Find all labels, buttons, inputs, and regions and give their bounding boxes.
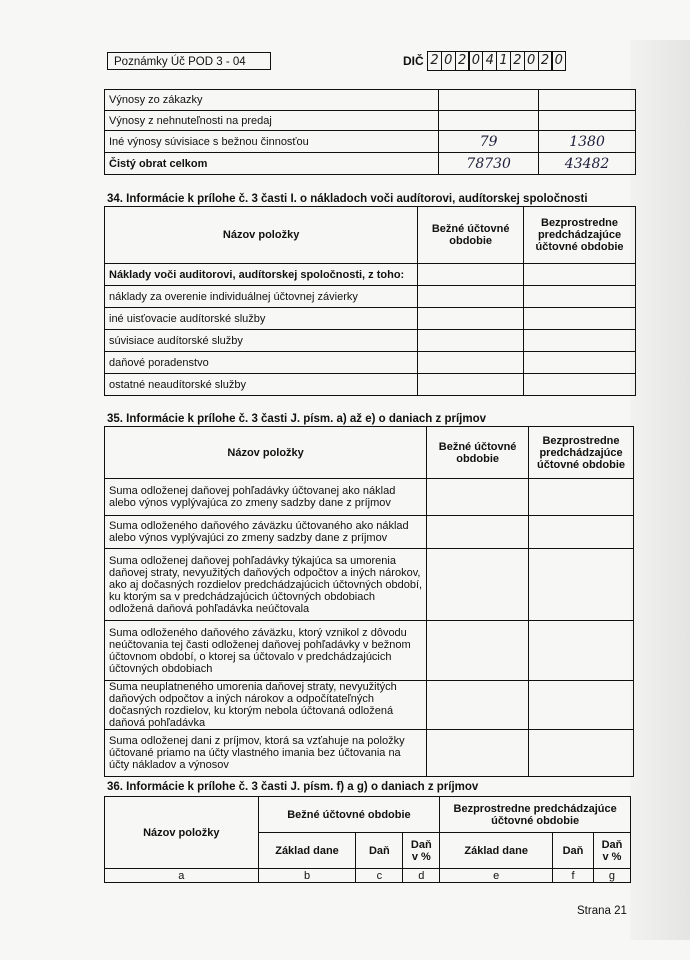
row-label: Iné výnosy súvisiace s bežnou činnosťou	[105, 131, 439, 153]
section34-table	[104, 206, 636, 396]
row-label: Výnosy zo zákazky	[105, 90, 439, 111]
dic-digit: 2	[538, 51, 553, 71]
row-label: daňové poradenstvo	[105, 352, 418, 374]
col-name-header: Názov položky	[105, 797, 259, 869]
tax-header: Daň	[553, 833, 594, 869]
row-label: Výnosy z nehnuteľnosti na predaj	[105, 111, 439, 131]
column-letter: f	[553, 869, 594, 883]
table-row	[105, 153, 636, 175]
current-value	[439, 111, 539, 131]
dic-digit: 0	[524, 51, 539, 71]
section35-title: 35. Informácie k prílohe č. 3 časti J. písm. a) až e) o daniach z príjmov	[107, 413, 486, 425]
col-previous-header: Bezprostredne predchádzajúce účtovné obdobie	[529, 427, 634, 479]
table-row	[105, 681, 634, 730]
column-letter: b	[258, 869, 356, 883]
dic-digit: 2	[510, 51, 525, 71]
table-row	[105, 549, 634, 621]
table-row	[105, 286, 636, 308]
column-letter: d	[403, 869, 440, 883]
row-label: ostatné neaudítorské služby	[105, 374, 418, 396]
dic-digit: 4	[482, 51, 497, 71]
column-letter: c	[356, 869, 403, 883]
dic-digit: 2	[427, 51, 442, 71]
letter-row	[105, 869, 631, 883]
table-row	[105, 374, 636, 396]
tax-header: Daň	[356, 833, 403, 869]
col-previous-header: Bezprostredne predchádzajúce účtovné obdobie	[524, 207, 636, 264]
next-page-edge	[630, 40, 690, 940]
row-label: súvisiace audítorské služby	[105, 330, 418, 352]
tax-base-header: Základ dane	[440, 833, 553, 869]
col-current-header: Bežné účtovné obdobie	[258, 797, 440, 833]
row-label: Suma odloženej dani z príjmov, ktorá sa vzťahuje na položky účtované priamo na účty vlastného imania bez účtovania na účty nákladov a výnosov	[105, 730, 427, 777]
dic-digit: 0	[468, 51, 483, 71]
header-row	[105, 207, 636, 264]
previous-value: 1380	[539, 131, 636, 153]
section34-title: 34. Informácie k prílohe č. 3 časti I. o nákladoch voči audítorovi, audítorskej spoločnosti	[107, 193, 588, 205]
dic-digits	[427, 51, 565, 71]
column-letter: e	[440, 869, 553, 883]
column-letter: a	[105, 869, 259, 883]
row-label: Suma odloženej daňovej pohľadávky týkajúca sa umorenia daňovej straty, nevyužitých daňových odpočtov a iných nárokov, ako aj dočasných rozdielov predchádzajúcich účtovných období, ku ktorým sa v predchádzajúcich účtovných obdobiach odložená daňová pohľadávka neúčtovala	[105, 549, 427, 621]
dic-digit: 1	[496, 51, 511, 71]
row-label: Suma neuplatneného umorenia daňovej straty, nevyužitých daňových odpočtov a iných nárokov a odpočítateľných dočasných rozdielov, ku ktorým nebola účtovaná odložená daňová pohľadávka	[105, 681, 427, 730]
table-row	[105, 111, 636, 131]
previous-value	[539, 90, 636, 111]
row-label: Náklady voči auditorovi, audítorskej spoločnosti, z toho:	[105, 264, 418, 286]
current-value	[439, 90, 539, 111]
row-label: náklady za overenie individuálnej účtovnej závierky	[105, 286, 418, 308]
col-current-header: Bežné účtovné obdobie	[418, 207, 524, 264]
header-row	[105, 797, 631, 833]
section36-table	[104, 796, 631, 883]
current-value: 79	[439, 131, 539, 153]
tax-base-header: Základ dane	[258, 833, 356, 869]
row-label: iné uisťovacie audítorské služby	[105, 308, 418, 330]
previous-value: 43482	[539, 153, 636, 175]
dic-digit: 2	[455, 51, 470, 71]
tax-pct-header: Daň v %	[403, 833, 440, 869]
column-letter: g	[593, 869, 630, 883]
header-row	[105, 427, 634, 479]
row-label: Suma odloženej daňovej pohľadávky účtovanej ako náklad alebo výnos vyplývajúca zo zmeny sadzby dane z príjmov	[105, 479, 427, 516]
table-row	[105, 264, 636, 286]
table-row	[105, 479, 634, 516]
dic-digit: 0	[551, 51, 566, 71]
dic-digit: 0	[441, 51, 456, 71]
section36-title: 36. Informácie k prílohe č. 3 časti J. písm. f) a g) o daniach z príjmov	[107, 781, 479, 793]
section35-table	[104, 426, 634, 777]
col-name-header: Názov položky	[105, 207, 418, 264]
table-row	[105, 352, 636, 374]
table-row	[105, 730, 634, 777]
current-value: 78730	[439, 153, 539, 175]
row-label: Suma odloženého daňového záväzku, ktorý vznikol z dôvodu neúčtovania tej časti odloženej daňovej pohľadávky v bežnom účtovnom období, o ktorej sa účtovalo v predchádzajúcich účtovných obdobiach	[105, 621, 427, 681]
row-label: Čistý obrat celkom	[105, 153, 439, 175]
table-row	[105, 308, 636, 330]
table-row	[105, 131, 636, 153]
dic-label: DIČ	[403, 54, 424, 68]
tax-pct-header: Daň v %	[593, 833, 630, 869]
table-row	[105, 516, 634, 549]
income-table	[104, 89, 636, 175]
table-row	[105, 621, 634, 681]
col-name-header: Názov položky	[105, 427, 427, 479]
previous-value	[539, 111, 636, 131]
doc-label: Poznámky Úč POD 3 - 04	[107, 52, 271, 70]
table-row	[105, 330, 636, 352]
table-row	[105, 90, 636, 111]
row-label: Suma odloženého daňového záväzku účtovaného ako náklad alebo výnos vyplývajúci zo zmeny sadzby dane z príjmov	[105, 516, 427, 549]
col-previous-header: Bezprostredne predchádzajúce účtovné obdobie	[440, 797, 631, 833]
col-current-header: Bežné účtovné obdobie	[427, 427, 529, 479]
page-number: Strana 21	[577, 905, 627, 917]
